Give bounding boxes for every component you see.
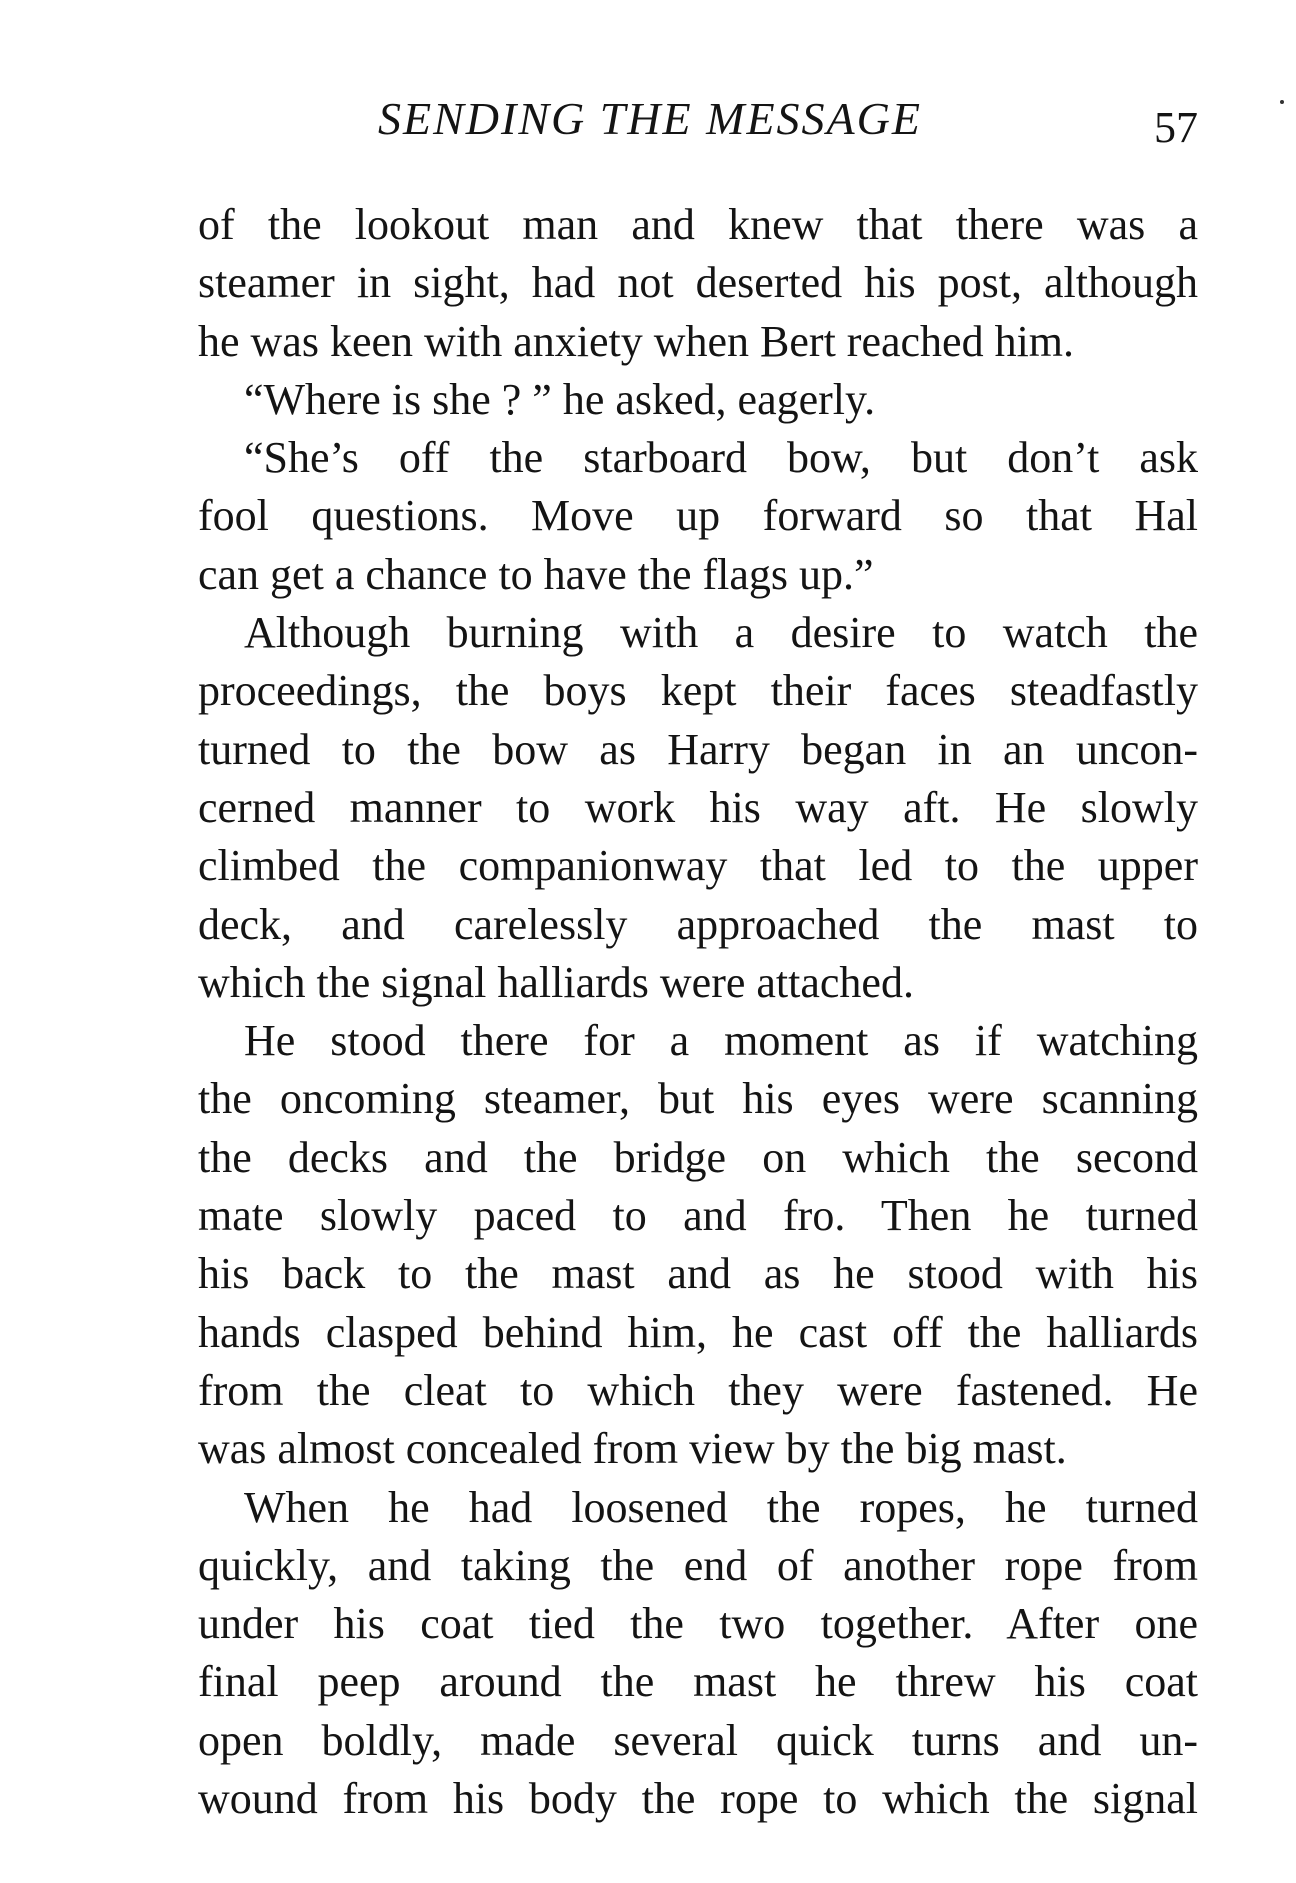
scan-speck — [1280, 100, 1284, 104]
text-line: from the cleat to which they were fastened. He — [198, 1365, 1198, 1415]
text-line: quickly, and taking the end of another rope from — [198, 1540, 1198, 1590]
text-line: under his coat tied the two together. After one — [198, 1599, 1198, 1649]
body-text — [198, 196, 1198, 1828]
page-number: 57 — [1154, 103, 1198, 152]
text-line: proceedings, the boys kept their faces steadfastly — [198, 666, 1198, 716]
text-line: can get a chance to have the flags up.” — [198, 549, 874, 599]
text-line: final peep around the mast he threw his coat — [198, 1657, 1198, 1707]
text-line: “Where is she ? ” he asked, eagerly. — [244, 374, 876, 424]
text-line: the decks and the bridge on which the second — [198, 1132, 1198, 1182]
text-line: which the signal halliards were attached. — [198, 957, 914, 1007]
text-line: “She’s off the starboard bow, but don’t ask — [244, 433, 1198, 483]
text-line: deck, and carelessly approached the mast to — [198, 899, 1198, 949]
text-line: of the lookout man and knew that there was a — [198, 200, 1198, 249]
text-line: the oncoming steamer, but his eyes were scanning — [198, 1074, 1198, 1124]
text-line: When he had loosened the ropes, he turned — [244, 1482, 1198, 1532]
text-line: hands clasped behind him, he cast off the halliards — [198, 1307, 1198, 1357]
text-line: climbed the companionway that led to the upper — [198, 841, 1198, 891]
text-line: cerned manner to work his way aft. He slowly — [198, 782, 1198, 832]
text-line: fool questions. Move up forward so that Hal — [198, 491, 1198, 541]
text-line: was almost concealed from view by the big mast. — [198, 1424, 1067, 1474]
text-line: Although burning with a desire to watch the — [244, 608, 1198, 658]
running-title: SENDING THE MESSAGE — [378, 93, 922, 144]
text-line: He stood there for a moment as if watching — [244, 1016, 1198, 1066]
running-head — [198, 92, 1198, 162]
text-line: open boldly, made several quick turns and un- — [198, 1715, 1198, 1765]
text-line: wound from his body the rope to which the signal — [198, 1774, 1198, 1824]
text-line: he was keen with anxiety when Bert reached him. — [198, 316, 1075, 366]
text-line: steamer in sight, had not deserted his post, although — [198, 258, 1198, 308]
text-line: his back to the mast and as he stood with his — [198, 1249, 1198, 1299]
text-line: turned to the bow as Harry began in an uncon- — [198, 724, 1198, 774]
text-line: mate slowly paced to and fro. Then he turned — [198, 1191, 1198, 1241]
